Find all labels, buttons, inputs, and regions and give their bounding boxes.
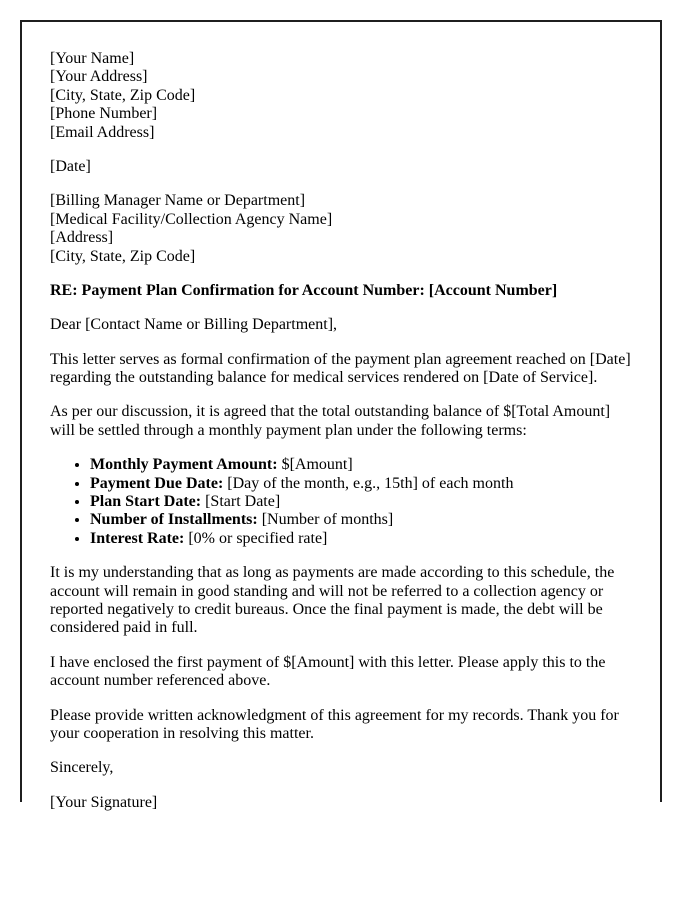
term-monthly-payment-amount	[90, 456, 632, 474]
term-label: Plan Start Date:	[90, 493, 202, 511]
term-label: Interest Rate:	[90, 529, 185, 547]
term-value: [Start Date]	[201, 493, 281, 511]
term-value: $[Amount]	[277, 456, 353, 474]
term-label: Payment Due Date:	[90, 474, 224, 492]
term-plan-start-date	[90, 493, 632, 511]
sender-city-state-zip: [City, State, Zip Code]	[50, 86, 196, 104]
term-value: [0% or specified rate]	[184, 529, 328, 547]
sender-address: [Your Address]	[50, 68, 148, 86]
payment-terms-list	[50, 456, 632, 548]
sender-phone: [Phone Number]	[50, 105, 158, 123]
signature-placeholder: [Your Signature]	[50, 793, 158, 811]
paragraph-confirmation: This letter serves as formal confirmation of the payment plan agreement reached on [Date] regarding the outstanding balance for medical services rendered on [Date of Service].	[50, 350, 631, 387]
letter-date: [Date]	[50, 157, 91, 175]
paragraph-good-standing: It is my understanding that as long as payments are made according to this schedule, the account will remain in good standing and will not be referred to a collection agency or reported negatively to credit bureaus. Once the final payment is made, the debt will be considered paid in full.	[50, 564, 615, 637]
letter-page	[20, 20, 662, 811]
term-interest-rate	[90, 530, 632, 548]
term-value: [Number of months]	[257, 511, 394, 529]
paragraph-terms-intro: As per our discussion, it is agreed that the total outstanding balance of $[Total Amount] will be settled through a monthly payment plan under the following terms:	[50, 403, 611, 439]
term-payment-due-date	[90, 475, 632, 493]
paragraph-first-payment: I have enclosed the first payment of $[Amount] with this letter. Please apply this to the account number referenced above.	[50, 653, 606, 690]
recipient-address: [Address]	[50, 229, 114, 247]
term-number-of-installments	[90, 511, 632, 529]
recipient-city-state-zip: [City, State, Zip Code]	[50, 247, 196, 265]
salutation: Dear [Contact Name or Billing Department],	[50, 316, 338, 334]
subject-line: RE: Payment Plan Confirmation for Account Number: [Account Number]	[50, 281, 558, 299]
recipient-billing-manager: [Billing Manager Name or Department]	[50, 192, 306, 210]
sender-email: [Email Address]	[50, 123, 155, 141]
closing: Sincerely,	[50, 759, 114, 777]
sender-name: [Your Name]	[50, 50, 135, 67]
term-value: [Day of the month, e.g., 15th] of each month	[223, 474, 514, 492]
term-label: Number of Installments:	[90, 511, 258, 529]
paragraph-acknowledgment: Please provide written acknowledgment of this agreement for my records. Thank you for your cooperation in resolving this matter.	[50, 706, 619, 742]
recipient-block	[50, 192, 632, 266]
term-label: Monthly Payment Amount:	[90, 456, 278, 474]
sender-block	[50, 50, 632, 142]
recipient-facility-name: [Medical Facility/Collection Agency Name]	[50, 210, 333, 228]
